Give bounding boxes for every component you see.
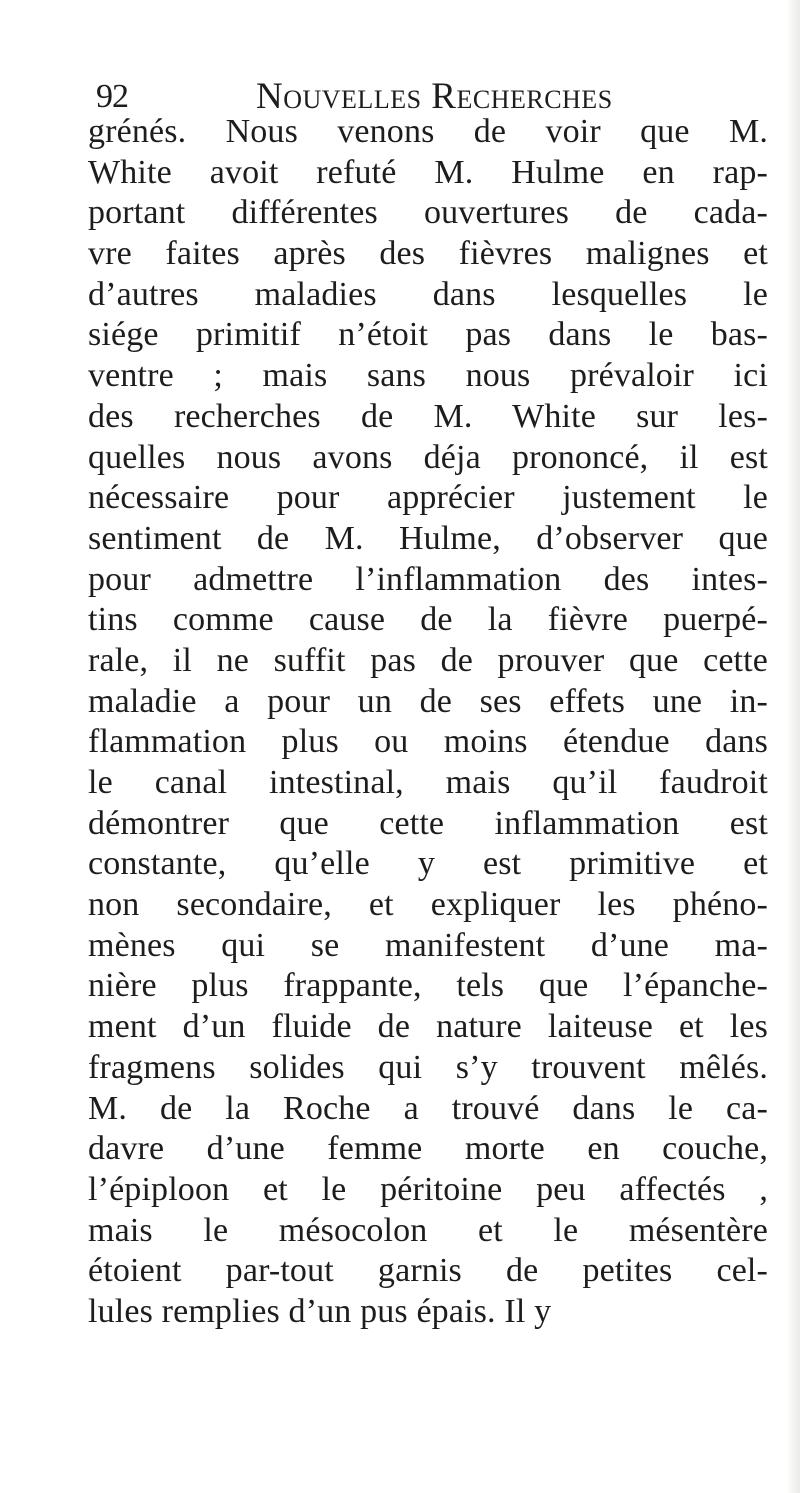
text-line: ment d’un fluide de nature laiteuse et les bbox=[88, 1008, 768, 1046]
text-line: rale, il ne suffit pas de prouver que cette bbox=[88, 641, 768, 679]
body-text bbox=[88, 112, 768, 1333]
text-line: nécessaire pour apprécier justement le bbox=[88, 479, 768, 517]
page-number: 92 bbox=[96, 78, 128, 115]
text-line: l’épiploon et le péritoine peu affectés , bbox=[88, 1170, 768, 1208]
running-title: Nouvelles Recherches bbox=[256, 76, 613, 117]
text-line: tins comme cause de la fièvre puerpé- bbox=[88, 601, 768, 639]
text-line: ventre ; mais sans nous prévaloir ici bbox=[88, 357, 768, 395]
text-line: vre faites après des fièvres malignes et bbox=[88, 235, 768, 273]
text-line: d’autres maladies dans lesquelles le bbox=[88, 275, 768, 313]
text-line: constante, qu’elle y est primitive et bbox=[88, 845, 768, 883]
text-line: mais le mésocolon et le mésentère bbox=[88, 1211, 768, 1249]
text-line: White avoit refuté M. Hulme en rap- bbox=[88, 153, 768, 191]
text-line: mènes qui se manifestent d’une ma- bbox=[88, 926, 768, 964]
text-line: portant différentes ouvertures de cada- bbox=[88, 194, 768, 232]
text-line: maladie a pour un de ses effets une in- bbox=[88, 682, 768, 720]
text-line: démontrer que cette inflammation est bbox=[88, 804, 768, 842]
text-line: non secondaire, et expliquer les phéno- bbox=[88, 886, 768, 924]
page-edge-shadow bbox=[786, 0, 800, 1493]
text-line: des recherches de M. White sur les- bbox=[88, 397, 768, 435]
text-line: étoient par-tout garnis de petites cel- bbox=[88, 1252, 768, 1290]
text-line: grénés. Nous venons de voir que M. bbox=[88, 113, 768, 150]
text-line: lules remplies d’un pus épais. Il y bbox=[88, 1292, 552, 1330]
text-line: pour admettre l’inflammation des intes- bbox=[88, 560, 768, 598]
text-line: quelles nous avons déja prononcé, il est bbox=[88, 438, 768, 476]
text-line: nière plus frappante, tels que l’épanche- bbox=[88, 967, 768, 1005]
text-line: siége primitif n’étoit pas dans le bas- bbox=[88, 316, 768, 354]
text-line: davre d’une femme morte en couche, bbox=[88, 1130, 768, 1168]
text-line: flammation plus ou moins étendue dans bbox=[88, 723, 768, 761]
text-line: sentiment de M. Hulme, d’observer que bbox=[88, 519, 768, 557]
text-line: fragmens solides qui s’y trouvent mêlés. bbox=[88, 1048, 768, 1086]
text-line: le canal intestinal, mais qu’il faudroit bbox=[88, 764, 768, 801]
text-line: M. de la Roche a trouvé dans le ca- bbox=[88, 1089, 768, 1127]
